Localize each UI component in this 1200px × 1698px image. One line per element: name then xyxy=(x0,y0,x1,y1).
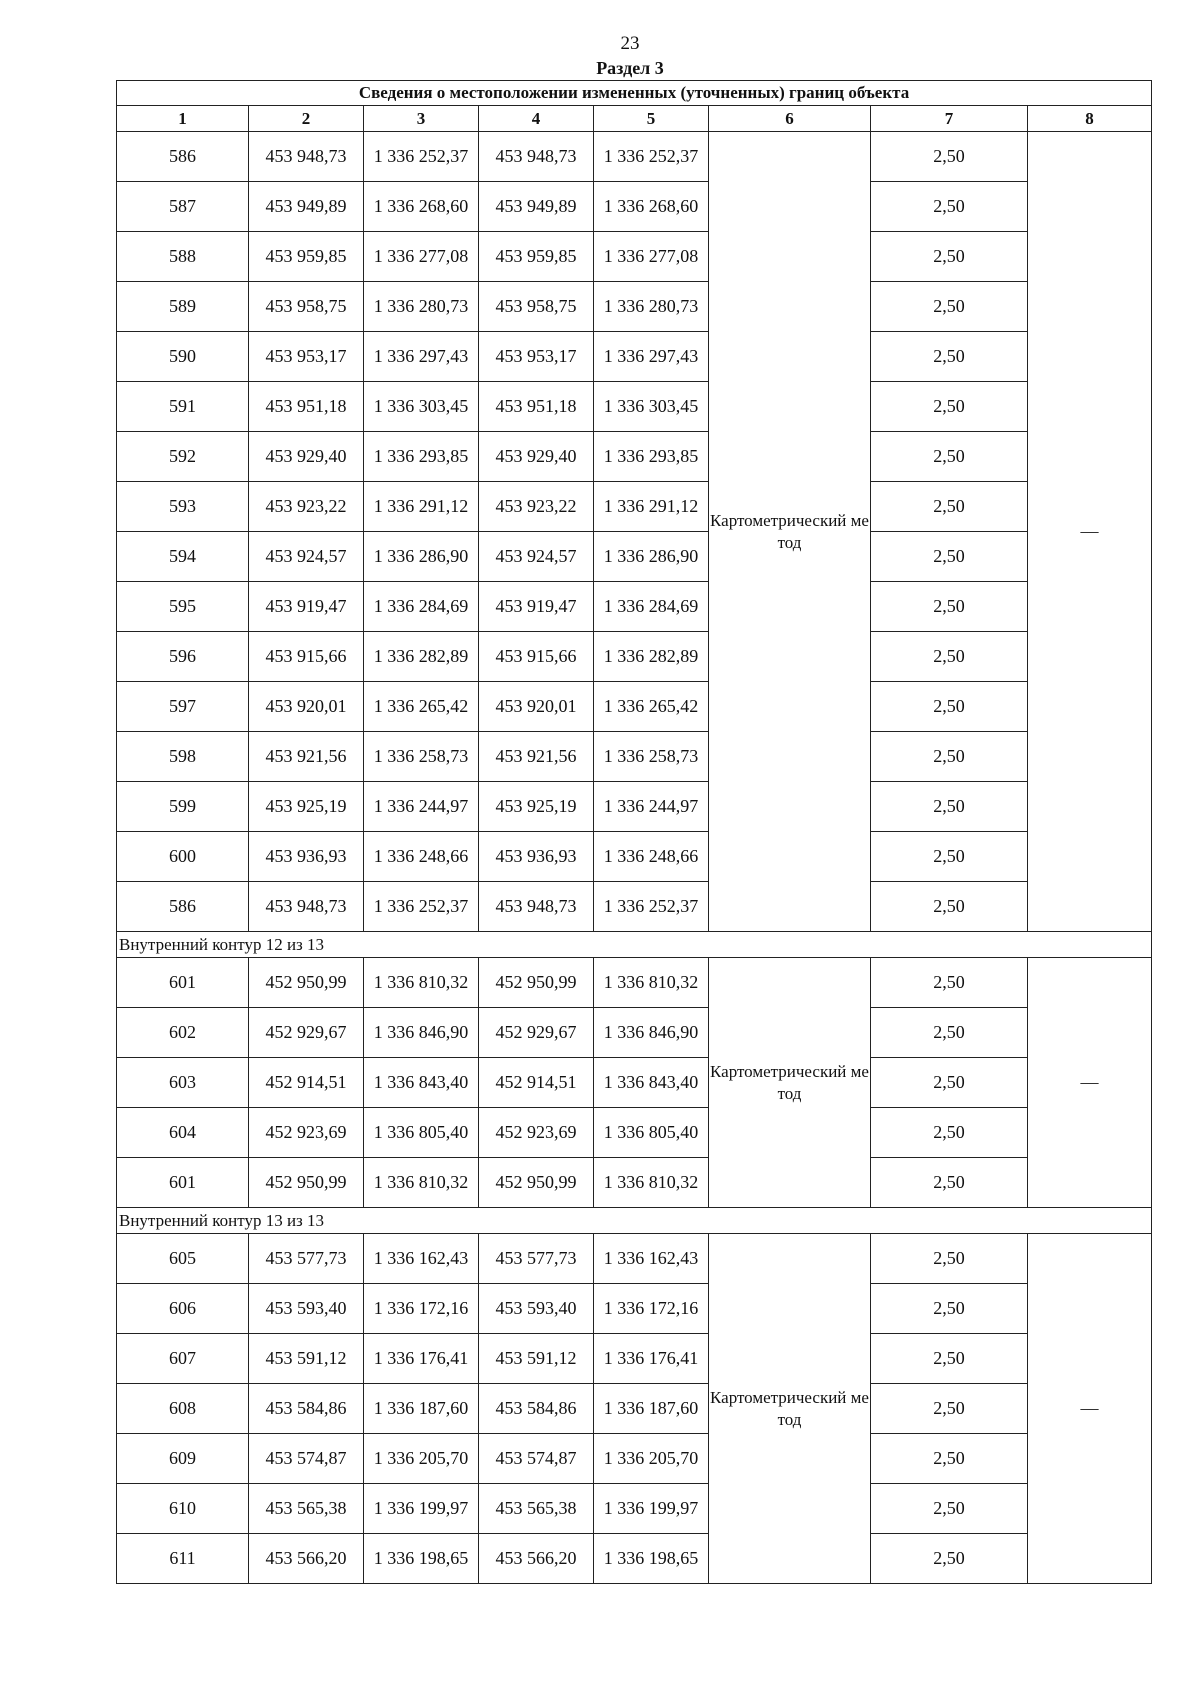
x-coordinate-cell: 453 949,89 xyxy=(249,182,364,232)
y-coordinate-cell: 1 336 187,60 xyxy=(364,1384,479,1434)
table-row xyxy=(117,682,1152,732)
y-coordinate-cell: 1 336 198,65 xyxy=(594,1534,709,1584)
y-coordinate-cell: 1 336 268,60 xyxy=(594,182,709,232)
x-coordinate-cell: 453 949,89 xyxy=(479,182,594,232)
y-coordinate-cell: 1 336 810,32 xyxy=(364,1158,479,1208)
accuracy-cell: 2,50 xyxy=(871,332,1028,382)
y-coordinate-cell: 1 336 172,16 xyxy=(364,1284,479,1334)
accuracy-cell: 2,50 xyxy=(871,1008,1028,1058)
x-coordinate-cell: 452 950,99 xyxy=(479,1158,594,1208)
y-coordinate-cell: 1 336 846,90 xyxy=(364,1008,479,1058)
note-cell: — xyxy=(1028,958,1152,1208)
x-coordinate-cell: 453 951,18 xyxy=(479,382,594,432)
table-row xyxy=(117,132,1152,182)
table-caption: Сведения о местоположении измененных (уточненных) границ объекта xyxy=(117,81,1152,106)
y-coordinate-cell: 1 336 244,97 xyxy=(594,782,709,832)
x-coordinate-cell: 453 565,38 xyxy=(479,1484,594,1534)
y-coordinate-cell: 1 336 265,42 xyxy=(594,682,709,732)
point-number-cell: 604 xyxy=(117,1108,249,1158)
table-row xyxy=(117,1234,1152,1284)
y-coordinate-cell: 1 336 843,40 xyxy=(364,1058,479,1108)
accuracy-cell: 2,50 xyxy=(871,958,1028,1008)
point-number-cell: 588 xyxy=(117,232,249,282)
table-row xyxy=(117,782,1152,832)
x-coordinate-cell: 453 924,57 xyxy=(249,532,364,582)
y-coordinate-cell: 1 336 284,69 xyxy=(594,582,709,632)
point-number-cell: 607 xyxy=(117,1334,249,1384)
x-coordinate-cell: 453 574,87 xyxy=(249,1434,364,1484)
y-coordinate-cell: 1 336 258,73 xyxy=(364,732,479,782)
y-coordinate-cell: 1 336 205,70 xyxy=(594,1434,709,1484)
table-row xyxy=(117,482,1152,532)
x-coordinate-cell: 453 593,40 xyxy=(249,1284,364,1334)
x-coordinate-cell: 453 923,22 xyxy=(249,482,364,532)
table-row xyxy=(117,1158,1152,1208)
table-row xyxy=(117,632,1152,682)
table-row xyxy=(117,882,1152,932)
y-coordinate-cell: 1 336 187,60 xyxy=(594,1384,709,1434)
table-row xyxy=(117,432,1152,482)
table-row xyxy=(117,832,1152,882)
column-number: 7 xyxy=(871,106,1028,132)
y-coordinate-cell: 1 336 286,90 xyxy=(594,532,709,582)
x-coordinate-cell: 453 915,66 xyxy=(249,632,364,682)
point-number-cell: 610 xyxy=(117,1484,249,1534)
column-number: 6 xyxy=(709,106,871,132)
point-number-cell: 600 xyxy=(117,832,249,882)
accuracy-cell: 2,50 xyxy=(871,782,1028,832)
table-body xyxy=(117,81,1152,1584)
table-row xyxy=(117,332,1152,382)
contour-header-row xyxy=(117,932,1152,958)
accuracy-cell: 2,50 xyxy=(871,1484,1028,1534)
accuracy-cell: 2,50 xyxy=(871,482,1028,532)
y-coordinate-cell: 1 336 284,69 xyxy=(364,582,479,632)
y-coordinate-cell: 1 336 282,89 xyxy=(594,632,709,682)
y-coordinate-cell: 1 336 280,73 xyxy=(364,282,479,332)
point-number-cell: 608 xyxy=(117,1384,249,1434)
x-coordinate-cell: 453 919,47 xyxy=(479,582,594,632)
x-coordinate-cell: 453 929,40 xyxy=(249,432,364,482)
accuracy-cell: 2,50 xyxy=(871,1334,1028,1384)
table-row xyxy=(117,282,1152,332)
point-number-cell: 603 xyxy=(117,1058,249,1108)
accuracy-cell: 2,50 xyxy=(871,682,1028,732)
x-coordinate-cell: 453 958,75 xyxy=(249,282,364,332)
x-coordinate-cell: 452 950,99 xyxy=(249,1158,364,1208)
point-number-cell: 589 xyxy=(117,282,249,332)
column-number: 5 xyxy=(594,106,709,132)
table-row xyxy=(117,182,1152,232)
x-coordinate-cell: 453 591,12 xyxy=(479,1334,594,1384)
y-coordinate-cell: 1 336 252,37 xyxy=(594,882,709,932)
x-coordinate-cell: 453 566,20 xyxy=(249,1534,364,1584)
table-row xyxy=(117,1434,1152,1484)
y-coordinate-cell: 1 336 176,41 xyxy=(364,1334,479,1384)
x-coordinate-cell: 453 919,47 xyxy=(249,582,364,632)
x-coordinate-cell: 453 593,40 xyxy=(479,1284,594,1334)
y-coordinate-cell: 1 336 248,66 xyxy=(594,832,709,882)
y-coordinate-cell: 1 336 805,40 xyxy=(594,1108,709,1158)
x-coordinate-cell: 453 577,73 xyxy=(249,1234,364,1284)
y-coordinate-cell: 1 336 252,37 xyxy=(594,132,709,182)
point-number-cell: 611 xyxy=(117,1534,249,1584)
x-coordinate-cell: 453 574,87 xyxy=(479,1434,594,1484)
column-number: 1 xyxy=(117,106,249,132)
accuracy-cell: 2,50 xyxy=(871,382,1028,432)
y-coordinate-cell: 1 336 199,97 xyxy=(364,1484,479,1534)
accuracy-cell: 2,50 xyxy=(871,1284,1028,1334)
accuracy-cell: 2,50 xyxy=(871,732,1028,782)
coordinates-table xyxy=(116,80,1152,1584)
point-number-cell: 590 xyxy=(117,332,249,382)
x-coordinate-cell: 452 914,51 xyxy=(479,1058,594,1108)
x-coordinate-cell: 453 584,86 xyxy=(479,1384,594,1434)
column-number: 4 xyxy=(479,106,594,132)
y-coordinate-cell: 1 336 810,32 xyxy=(594,958,709,1008)
x-coordinate-cell: 453 959,85 xyxy=(479,232,594,282)
accuracy-cell: 2,50 xyxy=(871,1158,1028,1208)
x-coordinate-cell: 452 950,99 xyxy=(479,958,594,1008)
y-coordinate-cell: 1 336 303,45 xyxy=(594,382,709,432)
table-caption-row xyxy=(117,81,1152,106)
y-coordinate-cell: 1 336 291,12 xyxy=(594,482,709,532)
x-coordinate-cell: 453 921,56 xyxy=(479,732,594,782)
y-coordinate-cell: 1 336 244,97 xyxy=(364,782,479,832)
y-coordinate-cell: 1 336 252,37 xyxy=(364,882,479,932)
accuracy-cell: 2,50 xyxy=(871,182,1028,232)
x-coordinate-cell: 453 948,73 xyxy=(249,132,364,182)
x-coordinate-cell: 452 929,67 xyxy=(249,1008,364,1058)
note-cell: — xyxy=(1028,1234,1152,1584)
accuracy-cell: 2,50 xyxy=(871,832,1028,882)
x-coordinate-cell: 453 948,73 xyxy=(249,882,364,932)
y-coordinate-cell: 1 336 198,65 xyxy=(364,1534,479,1584)
x-coordinate-cell: 452 923,69 xyxy=(249,1108,364,1158)
contour-label: Внутренний контур 12 из 13 xyxy=(117,932,1152,958)
x-coordinate-cell: 452 950,99 xyxy=(249,958,364,1008)
x-coordinate-cell: 453 929,40 xyxy=(479,432,594,482)
table-row xyxy=(117,732,1152,782)
point-number-cell: 599 xyxy=(117,782,249,832)
table-row xyxy=(117,1108,1152,1158)
accuracy-cell: 2,50 xyxy=(871,232,1028,282)
contour-label: Внутренний контур 13 из 13 xyxy=(117,1208,1152,1234)
accuracy-cell: 2,50 xyxy=(871,282,1028,332)
contour-header-row xyxy=(117,1208,1152,1234)
y-coordinate-cell: 1 336 293,85 xyxy=(594,432,709,482)
x-coordinate-cell: 453 924,57 xyxy=(479,532,594,582)
y-coordinate-cell: 1 336 291,12 xyxy=(364,482,479,532)
x-coordinate-cell: 453 591,12 xyxy=(249,1334,364,1384)
point-number-cell: 601 xyxy=(117,958,249,1008)
x-coordinate-cell: 453 953,17 xyxy=(479,332,594,382)
point-number-cell: 593 xyxy=(117,482,249,532)
accuracy-cell: 2,50 xyxy=(871,1434,1028,1484)
point-number-cell: 592 xyxy=(117,432,249,482)
table-row xyxy=(117,232,1152,282)
y-coordinate-cell: 1 336 277,08 xyxy=(594,232,709,282)
x-coordinate-cell: 453 565,38 xyxy=(249,1484,364,1534)
table-row xyxy=(117,582,1152,632)
table-row xyxy=(117,1284,1152,1334)
y-coordinate-cell: 1 336 248,66 xyxy=(364,832,479,882)
y-coordinate-cell: 1 336 282,89 xyxy=(364,632,479,682)
y-coordinate-cell: 1 336 268,60 xyxy=(364,182,479,232)
y-coordinate-cell: 1 336 303,45 xyxy=(364,382,479,432)
y-coordinate-cell: 1 336 265,42 xyxy=(364,682,479,732)
y-coordinate-cell: 1 336 810,32 xyxy=(594,1158,709,1208)
accuracy-cell: 2,50 xyxy=(871,432,1028,482)
point-number-cell: 597 xyxy=(117,682,249,732)
point-number-cell: 586 xyxy=(117,132,249,182)
table-row xyxy=(117,1334,1152,1384)
table-row xyxy=(117,1058,1152,1108)
note-cell: — xyxy=(1028,132,1152,932)
y-coordinate-cell: 1 336 293,85 xyxy=(364,432,479,482)
accuracy-cell: 2,50 xyxy=(871,632,1028,682)
x-coordinate-cell: 453 925,19 xyxy=(249,782,364,832)
accuracy-cell: 2,50 xyxy=(871,1058,1028,1108)
accuracy-cell: 2,50 xyxy=(871,132,1028,182)
table-row xyxy=(117,1384,1152,1434)
y-coordinate-cell: 1 336 176,41 xyxy=(594,1334,709,1384)
accuracy-cell: 2,50 xyxy=(871,1234,1028,1284)
y-coordinate-cell: 1 336 297,43 xyxy=(364,332,479,382)
y-coordinate-cell: 1 336 810,32 xyxy=(364,958,479,1008)
x-coordinate-cell: 453 958,75 xyxy=(479,282,594,332)
x-coordinate-cell: 453 920,01 xyxy=(249,682,364,732)
table-row xyxy=(117,382,1152,432)
point-number-cell: 605 xyxy=(117,1234,249,1284)
y-coordinate-cell: 1 336 805,40 xyxy=(364,1108,479,1158)
accuracy-cell: 2,50 xyxy=(871,1534,1028,1584)
x-coordinate-cell: 452 929,67 xyxy=(479,1008,594,1058)
y-coordinate-cell: 1 336 205,70 xyxy=(364,1434,479,1484)
x-coordinate-cell: 453 925,19 xyxy=(479,782,594,832)
point-number-cell: 591 xyxy=(117,382,249,432)
x-coordinate-cell: 453 923,22 xyxy=(479,482,594,532)
x-coordinate-cell: 453 577,73 xyxy=(479,1234,594,1284)
column-number-row xyxy=(117,106,1152,132)
accuracy-cell: 2,50 xyxy=(871,1384,1028,1434)
x-coordinate-cell: 453 584,86 xyxy=(249,1384,364,1434)
table-row xyxy=(117,1484,1152,1534)
method-cell: Картометрический метод xyxy=(709,958,871,1208)
column-number: 3 xyxy=(364,106,479,132)
column-number: 2 xyxy=(249,106,364,132)
table-row xyxy=(117,1008,1152,1058)
y-coordinate-cell: 1 336 162,43 xyxy=(594,1234,709,1284)
y-coordinate-cell: 1 336 258,73 xyxy=(594,732,709,782)
y-coordinate-cell: 1 336 199,97 xyxy=(594,1484,709,1534)
section-title: Раздел 3 xyxy=(596,58,664,78)
point-number-cell: 609 xyxy=(117,1434,249,1484)
page-number: 23 xyxy=(620,33,640,54)
point-number-cell: 594 xyxy=(117,532,249,582)
point-number-cell: 606 xyxy=(117,1284,249,1334)
point-number-cell: 602 xyxy=(117,1008,249,1058)
x-coordinate-cell: 453 936,93 xyxy=(479,832,594,882)
point-number-cell: 586 xyxy=(117,882,249,932)
y-coordinate-cell: 1 336 162,43 xyxy=(364,1234,479,1284)
x-coordinate-cell: 453 948,73 xyxy=(479,132,594,182)
method-cell: Картометрический метод xyxy=(709,1234,871,1584)
table-row xyxy=(117,958,1152,1008)
point-number-cell: 595 xyxy=(117,582,249,632)
y-coordinate-cell: 1 336 297,43 xyxy=(594,332,709,382)
point-number-cell: 596 xyxy=(117,632,249,682)
y-coordinate-cell: 1 336 286,90 xyxy=(364,532,479,582)
accuracy-cell: 2,50 xyxy=(871,582,1028,632)
accuracy-cell: 2,50 xyxy=(871,882,1028,932)
column-number: 8 xyxy=(1028,106,1152,132)
point-number-cell: 601 xyxy=(117,1158,249,1208)
y-coordinate-cell: 1 336 277,08 xyxy=(364,232,479,282)
x-coordinate-cell: 452 914,51 xyxy=(249,1058,364,1108)
x-coordinate-cell: 453 920,01 xyxy=(479,682,594,732)
y-coordinate-cell: 1 336 846,90 xyxy=(594,1008,709,1058)
table-row xyxy=(117,532,1152,582)
y-coordinate-cell: 1 336 843,40 xyxy=(594,1058,709,1108)
accuracy-cell: 2,50 xyxy=(871,532,1028,582)
y-coordinate-cell: 1 336 172,16 xyxy=(594,1284,709,1334)
method-cell: Картометрический метод xyxy=(709,132,871,932)
y-coordinate-cell: 1 336 280,73 xyxy=(594,282,709,332)
x-coordinate-cell: 452 923,69 xyxy=(479,1108,594,1158)
point-number-cell: 587 xyxy=(117,182,249,232)
x-coordinate-cell: 453 921,56 xyxy=(249,732,364,782)
table-row xyxy=(117,1534,1152,1584)
y-coordinate-cell: 1 336 252,37 xyxy=(364,132,479,182)
point-number-cell: 598 xyxy=(117,732,249,782)
x-coordinate-cell: 453 936,93 xyxy=(249,832,364,882)
x-coordinate-cell: 453 953,17 xyxy=(249,332,364,382)
x-coordinate-cell: 453 948,73 xyxy=(479,882,594,932)
x-coordinate-cell: 453 959,85 xyxy=(249,232,364,282)
x-coordinate-cell: 453 951,18 xyxy=(249,382,364,432)
x-coordinate-cell: 453 915,66 xyxy=(479,632,594,682)
accuracy-cell: 2,50 xyxy=(871,1108,1028,1158)
x-coordinate-cell: 453 566,20 xyxy=(479,1534,594,1584)
